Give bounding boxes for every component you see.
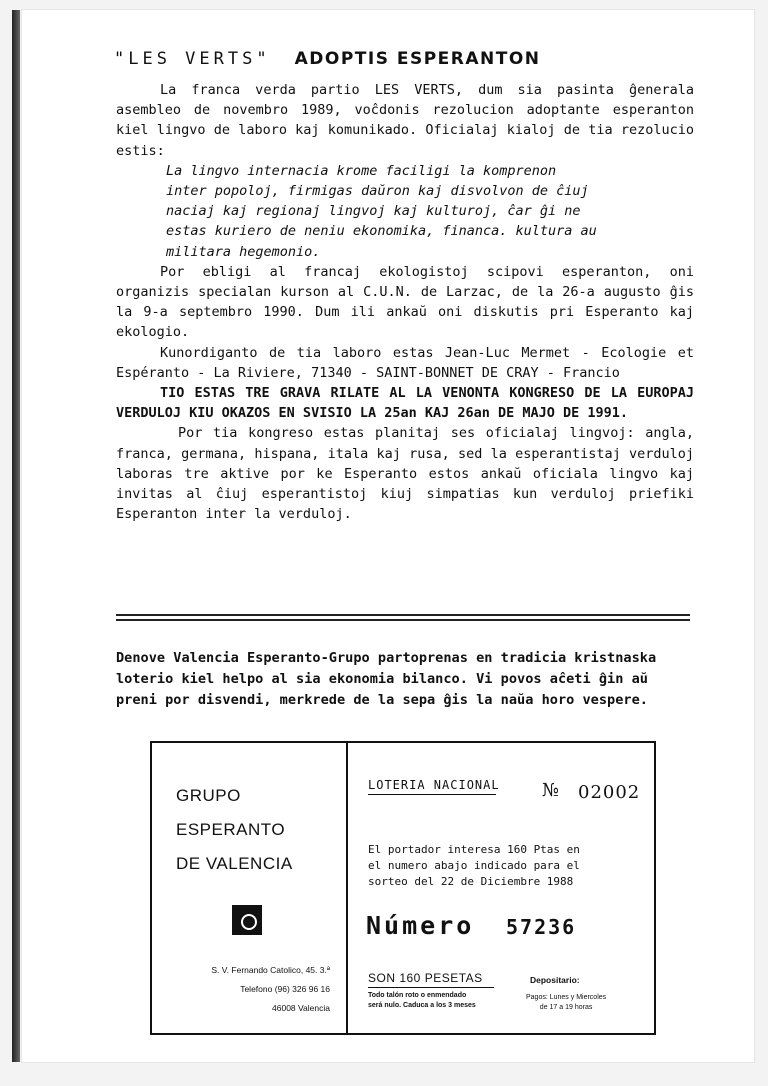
ticket-price: SON 160 PESETAS [368,971,494,988]
note-line: será nulo. Caduca a los 3 meses [368,1002,476,1009]
article-paragraph-5: Por tia kongreso estas planitaj ses oficialaj lingvoj: angla, franca, germana, hispana, itala kaj rusa, sed la esperantistaj verduloj laboras tre aktive por ke Esperanto estos ankaŭ oficiala lingvo kaj invitas al ĉiuj esperantistoj kiuj simpatias kun verduloj priefiki Esperanton inter la verduloj. [116,425,694,523]
article-paragraph-2: Por ebligi al francaj ekologistoj scipovi esperanton, oni organizis specialan kurson al C.U.N. de Larzac, de la 26-a augusto ĝis la 9-a septembro 1990. Dum ili ankaŭ oni diskutis pri Esperanto kaj ekologio. [116,263,694,341]
lottery-ticket [150,741,656,1035]
ticket-left-panel [152,743,348,1033]
page-spine [12,10,20,1062]
lottery-name: LOTERIA NACIONAL [368,778,500,795]
quote-line: inter popoloj, firmigas daŭron kaj disvolvon de ĉiuj [166,183,589,200]
title-rest: ADOPTIS ESPERANTON [294,49,541,70]
article-body [116,80,694,524]
group-address [211,961,330,1018]
payment-line: Pagos: Lunes y Miercoles [526,994,607,1001]
group-name-line: DE VALENCIA [176,854,293,873]
resolution-quote [116,161,694,262]
group-logo-icon [232,905,262,935]
lottery-notice [116,648,692,711]
article-paragraph-1: La franca verda partio LES VERTS, dum sia pasinta ĝenerala asembleo de novembro 1989, voĉdonis rezolucion adoptante esperanton kiel lingvo de laboro kaj komunikado. Oficialaj kialoj de tia rezolucio estis: [116,82,694,159]
separator-line [116,608,690,621]
description-line: el numero abajo indicado para el [368,859,580,872]
payment-line: de 17 a 19 horas [539,1004,593,1011]
payment-info [526,993,606,1013]
quote-line: militara hegemonio. [166,243,321,260]
article-paragraph-4: TIO ESTAS TRE GRAVA RILATE AL LA VENONTA KONGRESO DE LA EUROPAJ VERDULOJ KIU OKAZOS EN SVISIO LA 25an KAJ 26an DE MAJO DE 1991. [116,385,694,422]
note-line: Todo talón roto o enmendado [368,992,467,999]
description-line: El portador interesa 160 Ptas en [368,843,580,856]
lottery-number: 02002 [578,782,641,803]
page-title [114,49,541,69]
description-line: sorteo del 22 de Diciembre 1988 [368,875,574,888]
numero-label: Número [366,911,475,940]
quote-line: naciaj kaj regionaj lingvoj kaj kulturoj, ĉar ĝi ne [166,203,581,220]
quote-line: La lingvo internacia krome faciligi la komprenon [166,162,557,179]
quote-line: estas kuriero de neniu ekonomika, financa. kultura au [166,223,597,240]
group-name-line: ESPERANTO [176,820,286,839]
address-line: 46008 Valencia [272,1003,330,1013]
group-name-line: GRUPO [176,786,241,805]
depositary-label: Depositario: [530,975,580,985]
ticket-description [368,842,654,890]
notice-text: Denove Valencia Esperanto-Grupo partoprenas en tradicia kristnaska loterio kiel helpo al sia ekonomia bilanco. Vi povos aĉeti ĝin aŭ preni por disvendi, merkrede de la sepa ĝis la naŭa horo vespere. [116,650,657,708]
group-name [176,779,293,881]
address-line: Telefono (96) 326 96 16 [240,984,330,994]
title-quoted: "LES VERTS" [114,49,271,70]
article-paragraph-3: Kunordiganto de tia laboro estas Jean-Luc Mermet - Ecologie et Espéranto - La Riviere, 71340 - SAINT-BONNET DE CRAY - Francio [116,344,694,381]
ticket-right-panel [348,743,654,1033]
ticket-note [368,991,498,1011]
address-line: S. V. Fernando Catolico, 45. 3.ª [211,965,330,975]
number-label: № [542,780,560,801]
winning-number: 57236 [506,915,577,939]
